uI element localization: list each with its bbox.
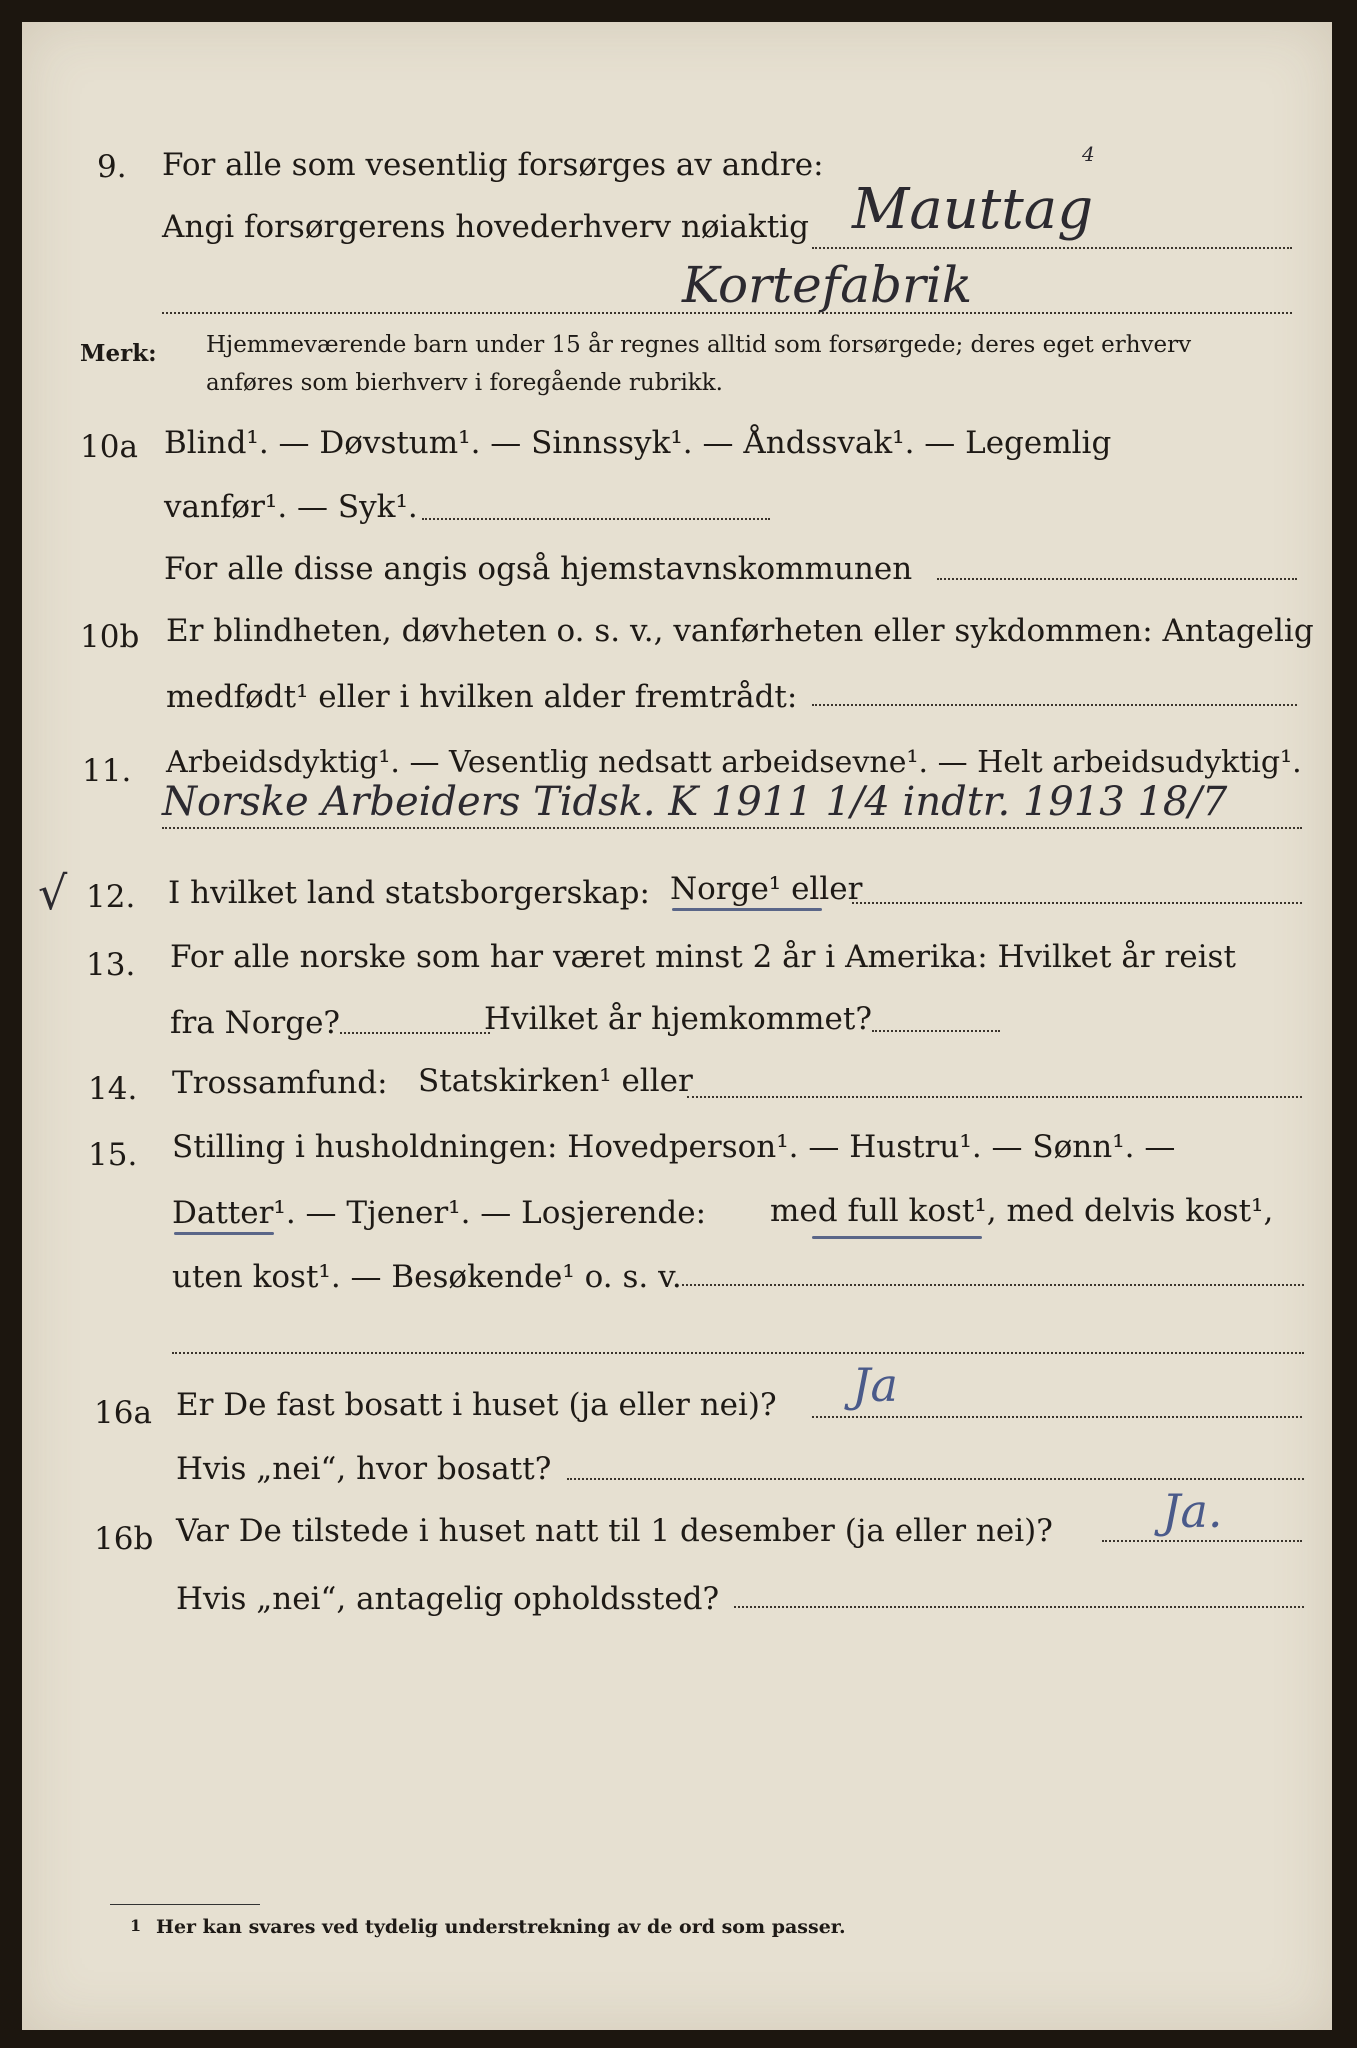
q11-line-1: Arbeidsdyktig¹. — Vesentlig nedsatt arbeidsevne¹. — Helt arbeidsudyktig¹. xyxy=(166,745,1302,780)
merk-label: Merk: xyxy=(80,340,157,367)
q13-number: 13. xyxy=(86,947,136,983)
q15-line-3: uten kost¹. — Besøkende¹ o. s. v. xyxy=(172,1259,682,1295)
q14-answer-line xyxy=(687,1096,1302,1098)
q15-full-kost-underline xyxy=(812,1236,982,1239)
q16a-line-2: Hvis „nei“, hvor bosatt? xyxy=(176,1451,552,1487)
q16b-answer-line-2 xyxy=(734,1606,1304,1608)
q12-question: I hvilket land statsborgerskap: xyxy=(168,875,650,911)
q11-answer-line xyxy=(162,827,1302,829)
q9-subquestion: Angi forsørgerens hovederhverv nøiaktig xyxy=(162,209,809,245)
q15-line-2b: med full kost¹, med delvis kost¹, xyxy=(770,1193,1274,1229)
q16b-answer-line-1 xyxy=(1102,1540,1302,1542)
footnote-text: Her kan svares ved tydelig understrekning av de ord som passer. xyxy=(156,1916,846,1938)
q13-line-2b: Hvilket år hjemkommet? xyxy=(484,1001,872,1037)
q12-option: Norge¹ eller xyxy=(670,871,863,907)
q9-handwritten-answer-2: Kortefabrik xyxy=(682,256,973,314)
q9-number: 9. xyxy=(97,149,127,185)
q15-datter-underline xyxy=(174,1232,274,1235)
q16a-handwritten-answer: Ja xyxy=(852,1358,898,1412)
q16a-line-1: Er De fast bosatt i huset (ja eller nei)? xyxy=(176,1387,777,1423)
q10a-line-3: For alle disse angis også hjemstavnskommunen xyxy=(164,551,913,587)
q10b-answer-line xyxy=(812,704,1297,706)
q14-label: Trossamfund: xyxy=(172,1065,388,1101)
corner-mark: 4 xyxy=(1082,142,1095,166)
q9-answer-line-1 xyxy=(812,247,1292,249)
q16b-number: 16b xyxy=(94,1521,154,1557)
q13-answer-line-1 xyxy=(340,1032,490,1034)
q14-option: Statskirken¹ eller xyxy=(418,1063,693,1099)
q10a-answer-line-1 xyxy=(422,518,770,520)
q15-line-2a: Datter¹. — Tjener¹. — Losjerende: xyxy=(172,1195,707,1231)
q16a-answer-line-2 xyxy=(567,1478,1304,1480)
q10b-number: 10b xyxy=(80,619,140,655)
q9-handwritten-answer-1: Mauttag xyxy=(852,177,1094,242)
q10b-line-1: Er blindheten, døvheten o. s. v., vanførheten eller sykdommen: Antagelig xyxy=(166,613,1314,649)
q13-line-1: For alle norske som har været minst 2 år i Amerika: Hvilket år reist xyxy=(170,939,1236,975)
q10a-line-1: Blind¹. — Døvstum¹. — Sinnssyk¹. — Åndssvak¹. — Legemlig xyxy=(164,425,1112,461)
merk-text-1: Hjemmeværende barn under 15 år regnes alltid som forsørgede; deres eget erhverv xyxy=(206,332,1192,358)
q12-underline xyxy=(672,908,822,911)
q14-number: 14. xyxy=(88,1071,138,1107)
q10a-answer-line-2 xyxy=(937,578,1297,580)
q11-number: 11. xyxy=(82,753,132,789)
q16b-line-2: Hvis „nei“, antagelig opholdssted? xyxy=(176,1581,720,1617)
q12-answer-line xyxy=(852,902,1302,904)
footnote-marker: 1 xyxy=(130,1916,142,1935)
q15-answer-line-1 xyxy=(682,1284,1304,1286)
q13-line-2a: fra Norge? xyxy=(170,1005,341,1041)
q9-question: For alle som vesentlig forsørges av andre: xyxy=(162,147,824,183)
q11-handwritten-answer: Norske Arbeiders Tidsk. K 1911 1/4 indtr. 1913 18/7 xyxy=(162,779,1228,825)
merk-text-2: anføres som bierhverv i foregående rubrikk. xyxy=(206,370,723,396)
q13-answer-line-2 xyxy=(872,1030,1000,1032)
q15-number: 15. xyxy=(88,1137,138,1173)
q10b-line-2: medfødt¹ eller i hvilken alder fremtrådt: xyxy=(166,679,798,715)
q15-answer-line-2 xyxy=(172,1352,1304,1354)
q12-checkmark: √ xyxy=(38,866,68,920)
q16b-handwritten-answer: Ja. xyxy=(1162,1484,1223,1538)
q10a-number: 10a xyxy=(80,429,138,465)
q12-number: 12. xyxy=(86,879,136,915)
q15-line-1: Stilling i husholdningen: Hovedperson¹. — Hustru¹. — Sønn¹. — xyxy=(172,1129,1176,1165)
q16a-answer-line-1 xyxy=(812,1416,1302,1418)
q10a-line-2: vanfør¹. — Syk¹. xyxy=(164,489,418,525)
q16a-number: 16a xyxy=(94,1395,152,1431)
footnote-rule xyxy=(110,1904,260,1905)
q16b-line-1: Var De tilstede i huset natt til 1 desember (ja eller nei)? xyxy=(176,1513,1053,1549)
census-form-page xyxy=(22,22,1332,2030)
